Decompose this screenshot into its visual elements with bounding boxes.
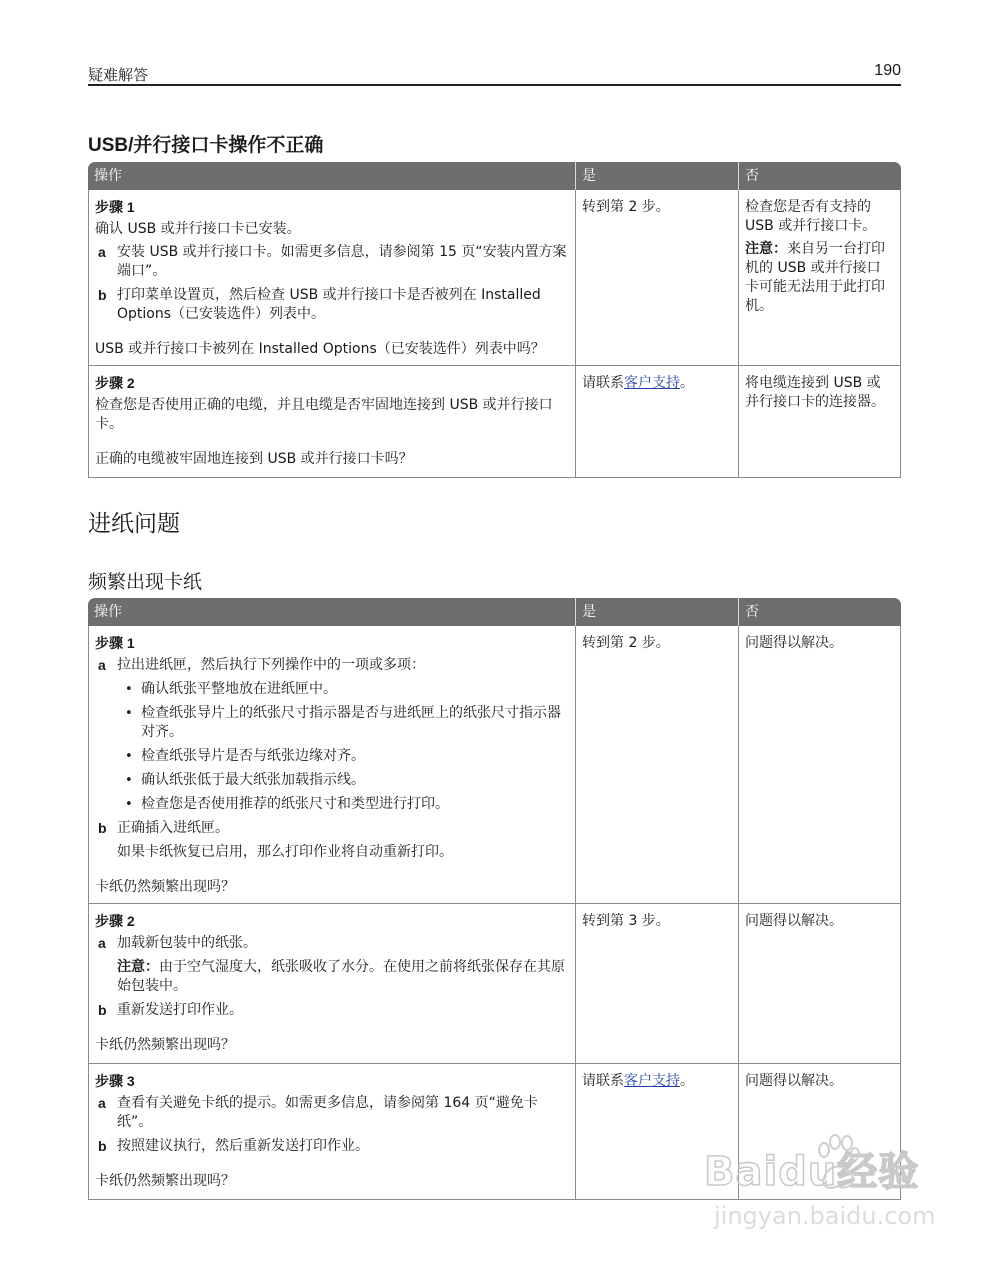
usb-troubleshoot-table: [88, 162, 901, 478]
customer-support-link[interactable]: 客户支持: [624, 1073, 680, 1089]
table-row: [88, 904, 901, 1064]
action-cell: [88, 904, 575, 1064]
action-cell: [88, 366, 575, 478]
action-cell: [88, 190, 575, 366]
no-text: 问题得以解决。: [745, 913, 843, 929]
step-note: [95, 958, 569, 996]
list-label: b: [98, 1002, 107, 1018]
no-note: [745, 240, 894, 316]
bullet-glyph: •: [125, 773, 133, 788]
section-title-usb: USB/并行接口卡操作不正确: [88, 135, 324, 156]
step-question: 卡纸仍然频繁出现吗？: [95, 879, 235, 895]
bullet-text: 确认纸张平整地放在进纸匣中。: [141, 681, 337, 697]
list-item: [95, 819, 569, 838]
list-item: [95, 1001, 569, 1020]
list-label: a: [98, 1095, 106, 1111]
list-text: 查看有关避免卡纸的提示。如需更多信息，请参阅第 164 页“避免卡纸”。: [117, 1095, 538, 1130]
table-header-row: [88, 162, 901, 190]
step-question: 正确的电缆被牢固地连接到 USB 或并行接口卡吗？: [95, 451, 413, 467]
step-title: 步骤 3: [95, 1073, 135, 1089]
list-item: [95, 1137, 569, 1156]
bullet-glyph: •: [125, 706, 133, 721]
no-cell: [738, 904, 901, 1064]
list-label: b: [98, 287, 107, 303]
paw-icon: [816, 1134, 860, 1194]
list-item: [95, 1094, 569, 1132]
list-item: [95, 286, 569, 324]
bullet-item: [95, 795, 569, 814]
watermark-brand: Baidu经验: [704, 1149, 920, 1195]
paper-jam-table: [88, 598, 901, 1200]
step-intro: 检查您是否使用正确的电缆，并且电缆是否牢固地连接到 USB 或并行接口卡。: [95, 397, 553, 432]
list-item: [95, 934, 569, 953]
list-label: b: [98, 820, 107, 836]
list-text: 拉出进纸匣，然后执行下列操作中的一项或多项：: [117, 657, 425, 673]
bullet-glyph: •: [125, 749, 133, 764]
yes-cell: [575, 366, 738, 478]
no-cell: [738, 366, 901, 478]
yes-cell: [575, 904, 738, 1064]
subsection-title-jams: 频繁出现卡纸: [88, 571, 203, 593]
column-header-no: 否: [738, 598, 901, 626]
yes-suffix: 。: [680, 1073, 694, 1089]
column-header-action: 操作: [88, 598, 575, 626]
table-row: [88, 626, 901, 904]
bullet-text: 检查纸张导片上的纸张尺寸指示器是否与进纸匣上的纸张尺寸指示器对齐。: [141, 705, 561, 740]
note-label: 注意：: [117, 959, 159, 975]
baidu-watermark: [704, 1132, 934, 1244]
step-note: 如果卡纸恢复已启用，那么打印作业将自动重新打印。: [117, 844, 453, 860]
list-item: [95, 243, 569, 281]
step-question: 卡纸仍然频繁出现吗？: [95, 1037, 235, 1053]
bullet-glyph: •: [125, 682, 133, 697]
step-title: 步骤 2: [95, 913, 135, 929]
step-question: USB 或并行接口卡被列在 Installed Options（已安装选件）列表中吗？: [95, 341, 545, 357]
no-text: 问题得以解决。: [745, 1073, 843, 1089]
bullet-text: 检查您是否使用推荐的纸张尺寸和类型进行打印。: [141, 796, 449, 812]
bullet-text: 检查纸张导片是否与纸张边缘对齐。: [141, 748, 365, 764]
action-cell: [88, 1064, 575, 1200]
step-question: 卡纸仍然频繁出现吗？: [95, 1173, 235, 1189]
yes-suffix: 。: [680, 375, 694, 391]
customer-support-link[interactable]: 客户支持: [624, 375, 680, 391]
yes-prefix: 请联系: [582, 1073, 624, 1089]
list-text: 正确插入进纸匣。: [117, 820, 229, 836]
table-row: [88, 366, 901, 478]
table-header-row: [88, 598, 901, 626]
yes-cell: [575, 626, 738, 904]
note-text: 由于空气湿度大，纸张吸收了水分。在使用之前将纸张保存在其原始包装中。: [117, 959, 565, 994]
bullet-item: [95, 771, 569, 790]
no-text: 问题得以解决。: [745, 635, 843, 651]
note-text: 来自另一台打印机的 USB 或并行接口卡可能无法用于此打印机。: [745, 241, 885, 314]
list-label: a: [98, 244, 106, 260]
list-label: b: [98, 1138, 107, 1154]
bullet-item: [95, 704, 569, 742]
list-text: 安装 USB 或并行接口卡。如需更多信息，请参阅第 15 页“安装内置方案端口”。: [117, 244, 567, 279]
table-row: [88, 190, 901, 366]
yes-text: 转到第 2 步。: [582, 635, 670, 651]
column-header-yes: 是: [575, 598, 738, 626]
bullet-glyph: •: [125, 797, 133, 812]
column-header-no: 否: [738, 162, 901, 190]
note-label: 注意：: [745, 241, 787, 257]
list-text: 打印菜单设置页，然后检查 USB 或并行接口卡是否被列在 Installed Options（已安装选件）列表中。: [117, 287, 541, 322]
list-text: 加载新包装中的纸张。: [117, 935, 257, 951]
step-title: 步骤 1: [95, 199, 135, 215]
step-intro: 确认 USB 或并行接口卡已安装。: [95, 221, 301, 237]
yes-cell: [575, 190, 738, 366]
no-text: 将电缆连接到 USB 或并行接口卡的连接器。: [745, 375, 885, 410]
column-header-yes: 是: [575, 162, 738, 190]
list-text: 重新发送打印作业。: [117, 1002, 243, 1018]
step-title: 步骤 2: [95, 375, 135, 391]
yes-prefix: 请联系: [582, 375, 624, 391]
yes-text: 转到第 2 步。: [582, 199, 670, 215]
action-cell: [88, 626, 575, 904]
list-label: a: [98, 935, 106, 951]
no-text: 检查您是否有支持的 USB 或并行接口卡。: [745, 199, 877, 234]
no-cell: [738, 626, 901, 904]
running-header: [88, 62, 901, 86]
page-number: 190: [874, 62, 901, 79]
watermark-url: jingyan.baidu.com: [714, 1202, 936, 1230]
list-text: 按照建议执行，然后重新发送打印作业。: [117, 1138, 369, 1154]
column-header-action: 操作: [88, 162, 575, 190]
yes-text: 转到第 3 步。: [582, 913, 670, 929]
header-section-title: 疑难解答: [88, 66, 149, 84]
bullet-item: [95, 747, 569, 766]
step-title: 步骤 1: [95, 635, 135, 651]
bullet-item: [95, 680, 569, 699]
list-item: [95, 656, 569, 675]
no-cell: [738, 190, 901, 366]
section-title-paper-feed: 进纸问题: [88, 511, 180, 537]
bullet-text: 确认纸张低于最大纸张加载指示线。: [141, 772, 365, 788]
list-label: a: [98, 657, 106, 673]
